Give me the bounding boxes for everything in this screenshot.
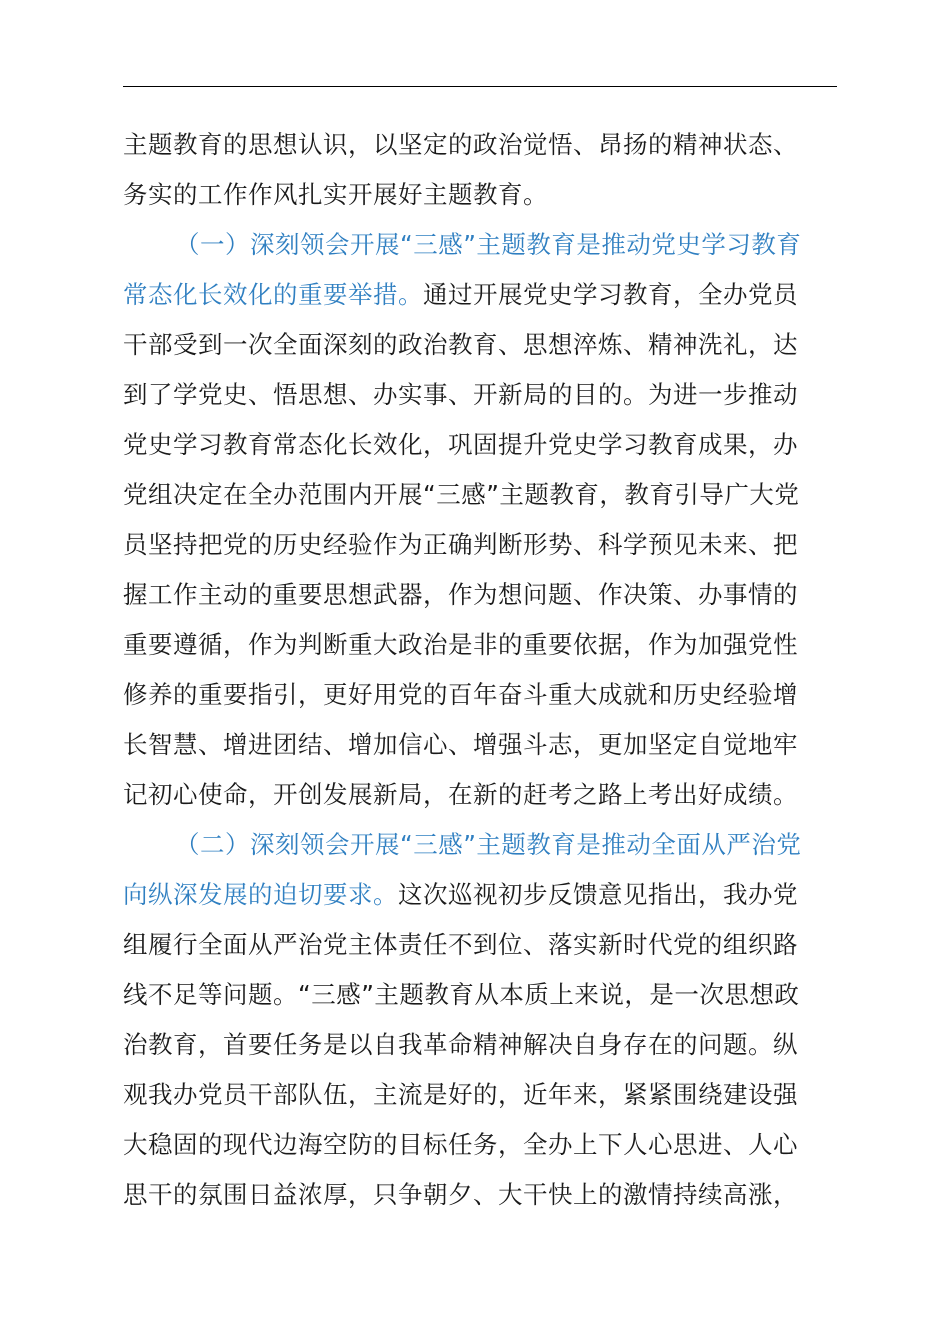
body-line: 到了学党史、悟思想、办实事、开新局的目的。为进一步推动 <box>123 380 798 409</box>
body-line: 记初心使命，开创发展新局，在新的赶考之路上考出好成绩。 <box>123 780 798 809</box>
body-line: 握工作主动的重要思想武器，作为想问题、作决策、办事情的 <box>123 580 798 609</box>
document-body <box>123 123 837 1223</box>
body-line: 务实的工作作风扎实开展好主题教育。 <box>123 180 548 209</box>
body-line: 观我办党员干部队伍，主流是好的，近年来，紧紧围绕建设强 <box>123 1080 798 1109</box>
body-line: 修养的重要指引，更好用党的百年奋斗重大成就和历史经验增 <box>123 680 798 709</box>
body-line: 党史学习教育常态化长效化，巩固提升党史学习教育成果，办 <box>123 430 798 459</box>
body-line: 大稳固的现代边海空防的目标任务，全办上下人心思进、人心 <box>123 1130 798 1159</box>
body-line: 党组决定在全办范围内开展“三感”主题教育，教育引导广大党 <box>123 480 800 509</box>
body-line <box>123 273 837 323</box>
body-line: 员坚持把党的历史经验作为正确判断形势、科学预见未来、把 <box>123 530 798 559</box>
header-rule <box>123 86 837 87</box>
body-line: 长智慧、增进团结、增加信心、增强斗志，更加坚定自觉地牢 <box>123 730 798 759</box>
section-heading-2: （二）深刻领会开展“三感”主题教育是推动全面从严治党 <box>175 830 802 859</box>
section-heading-2-cont: 向纵深发展的迫切要求。 <box>123 880 398 909</box>
body-line: 治教育，首要任务是以自我革命精神解决自身存在的问题。纵 <box>123 1030 798 1059</box>
body-line: 重要遵循，作为判断重大政治是非的重要依据，作为加强党性 <box>123 630 798 659</box>
body-line: 组履行全面从严治党主体责任不到位、落实新时代党的组织路 <box>123 930 798 959</box>
body-line: 主题教育的思想认识，以坚定的政治觉悟、昂扬的精神状态、 <box>123 130 798 159</box>
body-line: 思干的氛围日益浓厚，只争朝夕、大干快上的激情持续高涨， <box>123 1180 798 1209</box>
body-text: 通过开展党史学习教育，全办党员 <box>423 280 798 309</box>
section-heading-1: （一）深刻领会开展“三感”主题教育是推动党史学习教育 <box>175 230 802 259</box>
body-line: 干部受到一次全面深刻的政治教育、思想淬炼、精神洗礼，达 <box>123 330 798 359</box>
body-line: 线不足等问题。“三感”主题教育从本质上来说，是一次思想政 <box>123 980 800 1009</box>
body-text: 这次巡视初步反馈意见指出，我办党 <box>398 880 798 909</box>
section-heading-1-cont: 常态化长效化的重要举措。 <box>123 280 423 309</box>
body-line <box>123 873 837 923</box>
